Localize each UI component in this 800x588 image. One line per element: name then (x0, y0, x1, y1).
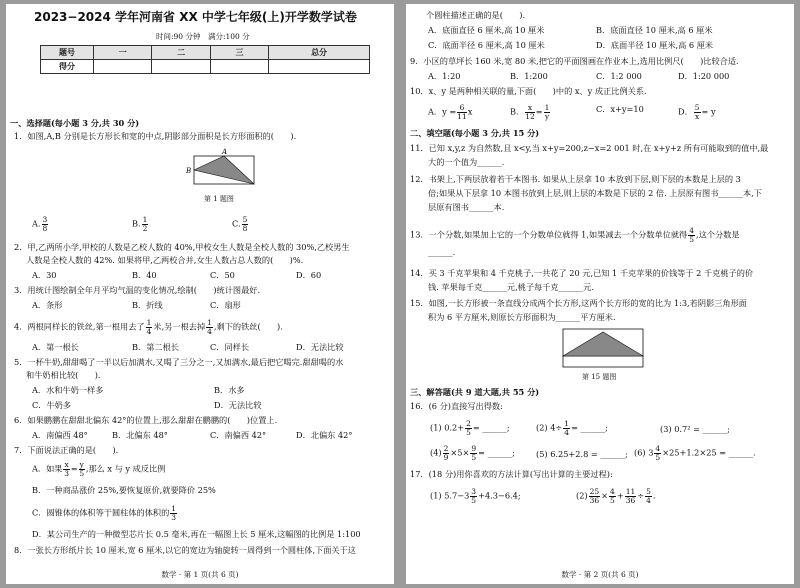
question-2-cont: 人数是全校人数的 42%. 如果将甲,乙两校合并,女生人数占总人数的( )%. (26, 255, 304, 265)
option-a: A. $\frac{3}{8}$ (32, 215, 48, 233)
question-16: 16．(6 分)直接写出得数: (410, 401, 503, 411)
score-header: 二 (152, 46, 210, 60)
question-13: 13．一个分数,如果加上它的一个分数单位就得 1,如果减去一个分数单位就得 $\frac{4}{5}$ ,这个分数是 (410, 226, 740, 244)
option-c: C．牛奶多 (32, 400, 72, 410)
section-heading: 二、填空题(每小题 3 分,共 15 分) (410, 128, 540, 138)
option-c: C．南偏西 42° (210, 430, 267, 440)
option-a: A．30 (32, 270, 57, 280)
exam-subtitle: 时间:90 分钟 满分:100 分 (156, 32, 250, 41)
option-c: C．x+y=10 (596, 104, 644, 114)
exam-title: 2023−2024 学年河南省 XX 中学七年级(上)开学数学试卷 (34, 10, 357, 24)
option-b: B．水多 (214, 385, 245, 395)
option-b: B．底面直径 10 厘米,高 6 厘米 (596, 25, 713, 35)
option-b: B. $\frac{1}{2}$ (132, 215, 148, 233)
question-5-cont: 和牛奶相比较( ). (26, 370, 101, 380)
option-c: C．同样长 (210, 342, 250, 352)
figure-15-caption: 第 15 题图 (582, 373, 617, 381)
question-6: 6．如果鹏鹏在甜甜北偏东 42°的位置上,那么甜甜在鹏鹏的( )位置上. (14, 415, 278, 425)
option-c: C．扇形 (210, 300, 241, 310)
option-d: D．北偏东 42° (296, 430, 353, 440)
question-1: 1．如图,A,B 分别是长方形长和宽的中点,阴影部分面积是长方形面积的( ). (14, 131, 297, 141)
question-17: 17．(18 分)用你喜欢的方法计算(写出计算的主要过程): (410, 469, 613, 479)
figure-15 (560, 326, 646, 370)
option-b: B． $\frac{x}{12}$ = $\frac{1}{y}$ (510, 103, 550, 121)
shaded-triangle (563, 332, 643, 356)
option-c: C. $\frac{5}{8}$ (232, 215, 248, 233)
question-12-cont: 层原有图书______本. (428, 202, 505, 212)
option-b: B．北偏东 48° (112, 430, 168, 440)
option-c: C．1:2 000 (596, 71, 642, 81)
option-a: A．y = $\frac{6}{11}$ x (428, 103, 473, 121)
question-4: 4．两根同样长的铁丝,第一根用去了 $\frac{1}{4}$ 米,另一根去掉 $\frac{1}{4}$ ,剩下的铁丝( ). (14, 318, 283, 336)
question-9: 9．小区的草坪长 160 米,宽 80 米,把它的平面图画在作业本上,选用比例尺( )比较合适. (410, 56, 739, 66)
option-a: A．底面直径 6 厘米,高 10 厘米 (428, 25, 545, 35)
question-8: 8．一张长方形纸片长 10 厘米,宽 6 厘米,以它的宽边为轴旋转一周得到一个圆柱体,下面关于这 (14, 545, 356, 555)
question-10: 10．x、y 是两种相关联的量,下面( )中的 x、y 成正比例关系. (410, 86, 647, 96)
score-cell[interactable] (269, 60, 370, 74)
calc-item-2: (2) $\frac{25}{36}$ × $\frac{4}{5}$ + $\frac{11}{36}$ ÷ $\frac{5}{4}$ . (576, 487, 656, 505)
question-11-cont: 大的一个值为______. (428, 157, 505, 167)
question-15: 15．如图,一长方形被一条直线分成两个长方形,这两个长方形的宽的比为 1:3,若阴影三角形面 (410, 298, 747, 308)
option-c: C．圆锥体的体积等于圆柱体的体积的 $\frac{1}{3}$ (32, 504, 177, 522)
score-row-label: 得分 (41, 60, 94, 74)
question-3: 3．用统计图绘制全年月平均气温的变化情况,绘制( )统计图最好. (14, 285, 261, 295)
option-a: A．第一根长 (32, 342, 79, 352)
calc-item-6: (6) 3 $\frac{4}{5}$ ×25+1.2×25 = ______. (634, 444, 756, 462)
page-2 (406, 4, 794, 584)
option-a: A．条形 (32, 300, 63, 310)
option-b: B．第二根长 (132, 342, 179, 352)
option-d: D．某公司生产的一种微型芯片长 0.5 毫米,再在一幅图上长 5 厘米,这幅图的比例是 1:100 (32, 529, 361, 539)
score-cell[interactable] (152, 60, 210, 74)
score-cell[interactable] (94, 60, 152, 74)
calc-item-4: (4) $\frac{2}{9}$ ×5× $\frac{9}{5}$ = ______; (430, 444, 515, 462)
option-b: B．1:200 (510, 71, 548, 81)
option-a: A．1:20 (428, 71, 461, 81)
option-c: C．50 (210, 270, 235, 280)
question-14: 14．买 3 千克苹果和 4 千克桃子,一共花了 20 元,已知 1 千克苹果的价钱等于 2 千克桃子的价 (410, 268, 754, 278)
score-cell[interactable] (210, 60, 268, 74)
calc-item-3: (3) 0.7² = ______; (660, 424, 730, 434)
section-heading: 一、选择题(每小题 3 分,共 30 分) (10, 118, 140, 128)
question-12-cont: 倍;如果从下层拿 10 本图书放到上层,则上层的本数是下层的 2 倍. 上层原有图书______本,下 (428, 188, 762, 198)
option-a: A．南偏西 48° (32, 430, 88, 440)
question-15-cont: 积为 6 平方厘米,则原长方形面积为______平方厘米. (428, 312, 616, 322)
score-header: 一 (94, 46, 152, 60)
question-5: 5．一杯牛奶,甜甜喝了一半以后加满水,又喝了三分之一,又加满水,最后把它喝完.甜甜喝的水 (14, 357, 344, 367)
question-13-cont: ______. (428, 247, 456, 257)
calc-item-2: (2) 4÷ $\frac{1}{4}$ = ______; (536, 419, 608, 437)
question-11: 11．已知 x,y,z 为自然数,且 x<y,当 x+y=200,z−x=2 001 时,在 x+y+z 所有可能取到的值中,最 (410, 143, 769, 153)
option-d: D． $\frac{5}{x}$ = y (678, 103, 716, 121)
question-12: 12．书架上,下两层放着若干本图书. 如果从上层拿 10 本放到下层,则下层的本数是上层的 3 (410, 174, 741, 184)
score-header: 题号 (41, 46, 94, 60)
option-a: A．水和牛奶一样多 (32, 385, 104, 395)
figure-1 (184, 146, 264, 190)
point-a-label: A (222, 148, 228, 156)
question-7: 7．下面说法正确的是( ). (14, 445, 119, 455)
calc-item-1: (1) 5.7−3 $\frac{3}{5}$ +4.3−6.4; (430, 487, 521, 505)
option-b: B．一种商品涨价 25%,要恢复原价,就要降价 25% (32, 485, 216, 495)
point-b-label: B (186, 167, 192, 175)
option-a: A．如果 $\frac{x}{3}$ = $\frac{y}{5}$ ,那么 x 与 y 成反比例 (32, 460, 166, 478)
score-table (40, 45, 370, 74)
option-d: D．60 (296, 270, 322, 280)
option-d: D．1:20 000 (678, 71, 730, 81)
option-b: B．折线 (132, 300, 163, 310)
option-b: B．40 (132, 270, 157, 280)
question-14-cont: 钱. 苹果每千克______元,桃子每千克______元. (428, 282, 594, 292)
calc-item-5: (5) 6.25+2.8 = ______; (536, 449, 628, 459)
section-heading: 三、解答题(共 9 道大题,共 55 分) (410, 387, 540, 397)
page-footer: 数学 · 第 2 页(共 6 页) (561, 570, 639, 579)
page-1 (6, 4, 394, 584)
option-d: D．无法比较 (214, 400, 262, 410)
page-footer: 数学 · 第 1 页(共 6 页) (161, 570, 239, 579)
question-2: 2．甲,乙两所小学,甲校的人数是乙校人数的 40%,甲校女生人数是全校人数的 30%,乙校男生 (14, 242, 350, 252)
question-8-cont: 个圆柱描述正确的是( ). (426, 10, 526, 20)
shaded-triangle (194, 156, 254, 184)
score-header: 总分 (269, 46, 370, 60)
score-header: 三 (210, 46, 268, 60)
figure-1-caption: 第 1 题图 (204, 195, 234, 203)
option-d: D．无法比较 (296, 342, 344, 352)
option-c: C．底面半径 6 厘米,高 10 厘米 (428, 40, 545, 50)
option-d: D．底面半径 10 厘米,高 6 厘米 (596, 40, 714, 50)
calc-item-1: (1) 0.2+ $\frac{2}{5}$ = ______; (430, 419, 510, 437)
